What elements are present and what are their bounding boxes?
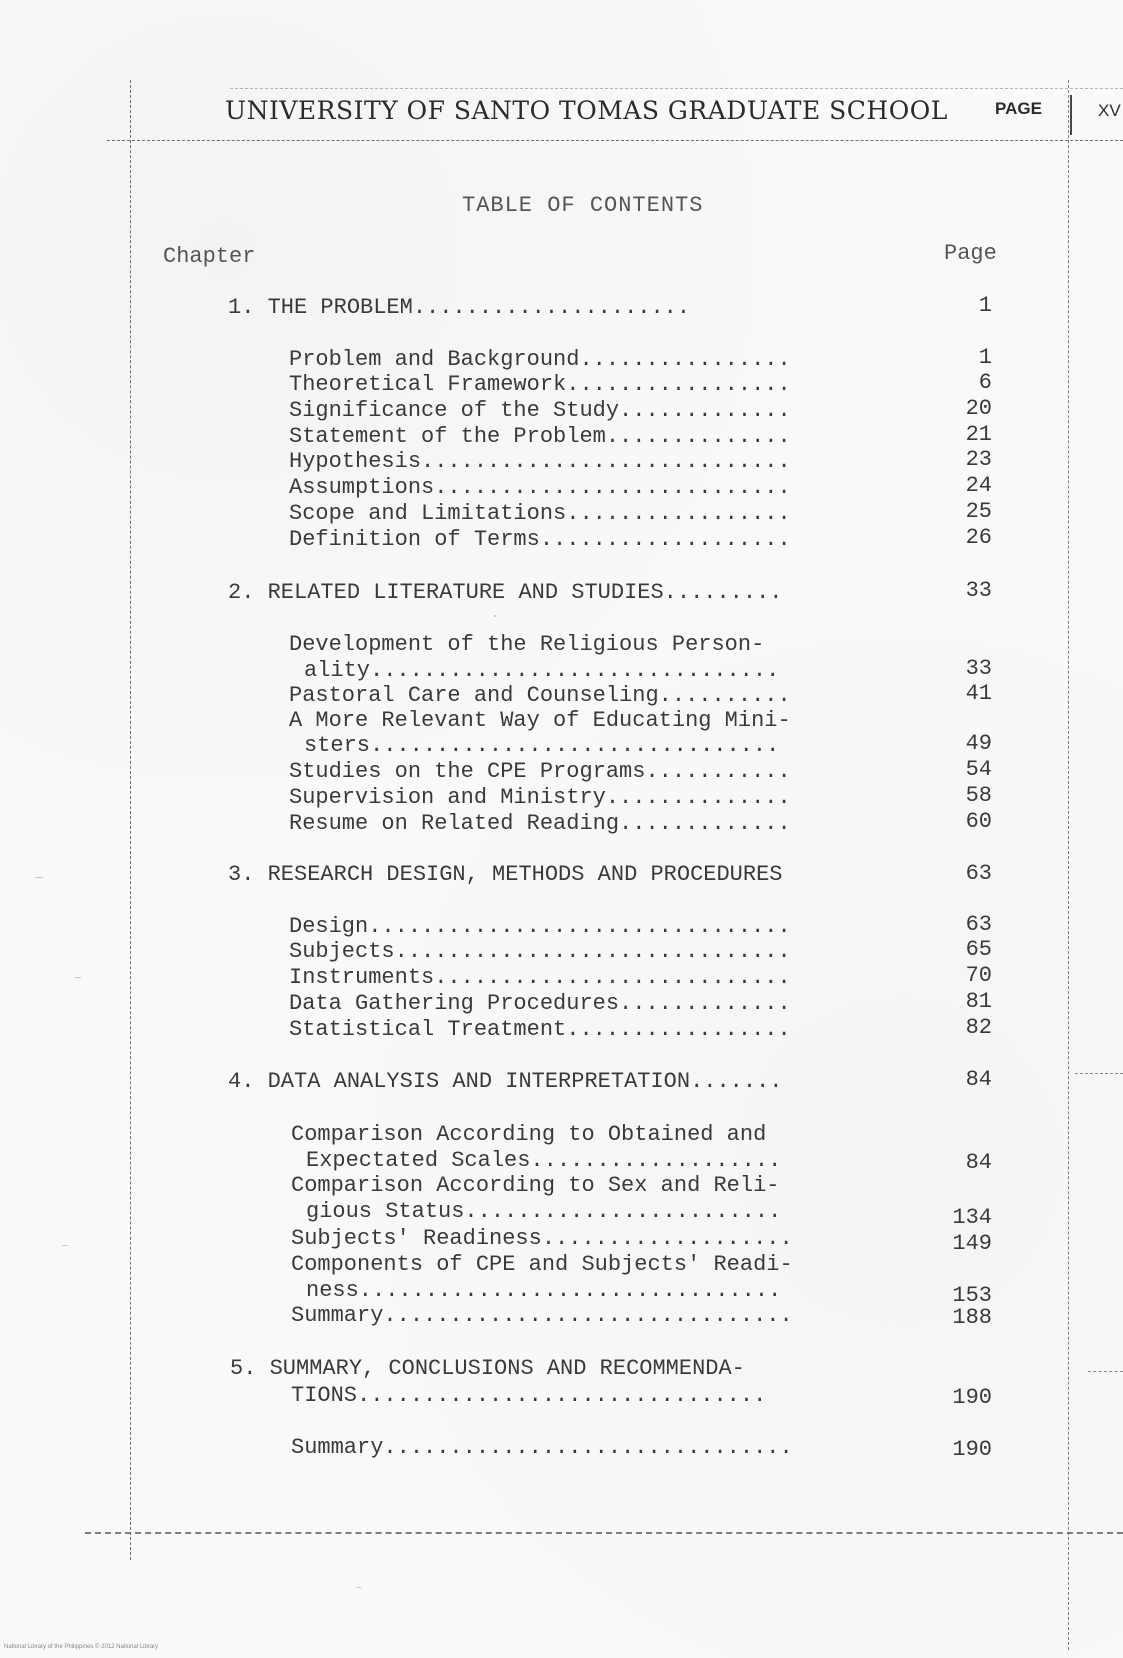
toc-entry-text: Supervision and Ministry.............. [289, 785, 791, 810]
toc-entry-page: 134 [952, 1205, 992, 1230]
toc-entry-page: 20 [965, 396, 992, 421]
toc-entry-text: Studies on the CPE Programs........... [289, 759, 791, 784]
toc-entry-text: Instruments........................... [289, 965, 791, 990]
toc-entry-page: 84 [965, 1067, 992, 1092]
toc-entry-text: TIONS............................... [291, 1383, 767, 1408]
toc-entry-text: 5. SUMMARY, CONCLUSIONS AND RECOMMENDA- [230, 1356, 745, 1381]
footer-rule [85, 1532, 1123, 1535]
toc-entry-page: 41 [965, 681, 992, 706]
header-rule [107, 140, 1123, 142]
header-rule-upper [230, 88, 1123, 90]
scan-speck [35, 877, 43, 878]
toc-entry-page: 25 [965, 499, 992, 524]
right-margin-rule [1068, 80, 1070, 1650]
toc-entry-page: 33 [965, 578, 992, 603]
toc-entry-text: Definition of Terms................... [289, 527, 791, 552]
toc-entry-page: 149 [952, 1231, 992, 1256]
toc-entry-text: Development of the Religious Person- [289, 632, 765, 657]
toc-entry-text: 1. THE PROBLEM..................... [228, 295, 691, 320]
toc-entry-text: Summary............................... [291, 1435, 793, 1460]
toc-entry-page: 24 [965, 473, 992, 498]
toc-entry-page: 84 [965, 1150, 992, 1175]
toc-entry-page: 58 [965, 783, 992, 808]
page-number: XV [1098, 101, 1121, 120]
toc-entry-page: 26 [965, 525, 992, 550]
scan-speck [75, 977, 81, 978]
toc-entry-text: Comparison According to Sex and Reli- [291, 1173, 780, 1198]
toc-entry-text: sters............................... [304, 733, 780, 758]
toc-entry-text: ality............................... [304, 658, 780, 683]
toc-entry-text: Problem and Background................ [289, 347, 791, 372]
toc-entry-text: Significance of the Study............. [289, 398, 791, 423]
scan-speck [62, 1245, 68, 1246]
toc-entry-page: 153 [952, 1283, 992, 1308]
toc-entry-page: 54 [965, 757, 992, 782]
school-name: UNIVERSITY OF SANTO TOMAS GRADUATE SCHOOL [225, 96, 948, 125]
toc-entry-text: Pastoral Care and Counseling.......... [289, 683, 791, 708]
toc-entry-text: 4. DATA ANALYSIS AND INTERPRETATION....... [228, 1069, 783, 1094]
toc-entry-text: Expectated Scales................... [306, 1148, 782, 1173]
toc-entry-page: 23 [965, 447, 992, 472]
toc-entry-page: 63 [965, 861, 992, 886]
footer-watermark-note: National Library of the Philippines © 2012 National Library [4, 1644, 159, 1650]
page-number-separator [1070, 95, 1072, 135]
toc-entry-page: 82 [965, 1015, 992, 1040]
toc-entry-page: 70 [965, 963, 992, 988]
toc-entry-text: gious Status........................ [306, 1199, 782, 1224]
toc-entry-page: 190 [952, 1385, 992, 1410]
toc-entry-text: Assumptions........................... [289, 475, 791, 500]
toc-entry-page: 81 [965, 989, 992, 1014]
toc-entry-text: Components of CPE and Subjects' Readi- [291, 1252, 793, 1277]
margin-tick [1088, 1371, 1123, 1373]
toc-entry-page: 188 [952, 1305, 992, 1330]
toc-entry-text: Subjects.............................. [289, 939, 791, 964]
toc-entry-page: 65 [965, 937, 992, 962]
toc-entry-page: 1 [978, 293, 992, 318]
toc-entry-text: Scope and Limitations................. [289, 501, 791, 526]
toc-entry-page: 190 [952, 1437, 992, 1462]
toc-entry-text: Hypothesis............................ [289, 449, 791, 474]
left-margin-rule [130, 80, 132, 1560]
page-column-heading: Page [944, 241, 997, 266]
chapter-column-heading: Chapter [163, 244, 256, 269]
toc-title: TABLE OF CONTENTS [462, 193, 704, 218]
toc-entry-text: Data Gathering Procedures............. [289, 991, 791, 1016]
page-label: PAGE [995, 99, 1042, 118]
toc-entry-page: 33 [965, 656, 992, 681]
toc-entry-page: 1 [978, 345, 992, 370]
toc-entry-page: 21 [965, 422, 992, 447]
toc-entry-text: A More Relevant Way of Educating Mini- [289, 708, 791, 733]
toc-entry-text: Comparison According to Obtained and [291, 1122, 767, 1147]
toc-entry-text: Statement of the Problem.............. [289, 424, 791, 449]
toc-entry-page: 60 [965, 809, 992, 834]
toc-entry-text: Statistical Treatment................. [289, 1017, 791, 1042]
toc-entry-page: 63 [965, 912, 992, 937]
toc-entry-text: Design................................ [289, 914, 791, 939]
toc-entry-text: Summary............................... [291, 1303, 793, 1328]
toc-entry-text: 3. RESEARCH DESIGN, METHODS AND PROCEDURES [228, 862, 783, 887]
toc-entry-text: 2. RELATED LITERATURE AND STUDIES......... [228, 580, 783, 605]
scan-speck [494, 615, 496, 617]
toc-entry-text: Subjects' Readiness................... [291, 1226, 793, 1251]
toc-entry-text: Theoretical Framework................. [289, 372, 791, 397]
margin-tick [1075, 1073, 1123, 1075]
scan-speck [356, 1587, 361, 1588]
toc-entry-page: 49 [965, 731, 992, 756]
toc-entry-page: 6 [978, 370, 992, 395]
toc-entry-text: ness................................ [306, 1278, 782, 1303]
toc-entry-text: Resume on Related Reading............. [289, 811, 791, 836]
